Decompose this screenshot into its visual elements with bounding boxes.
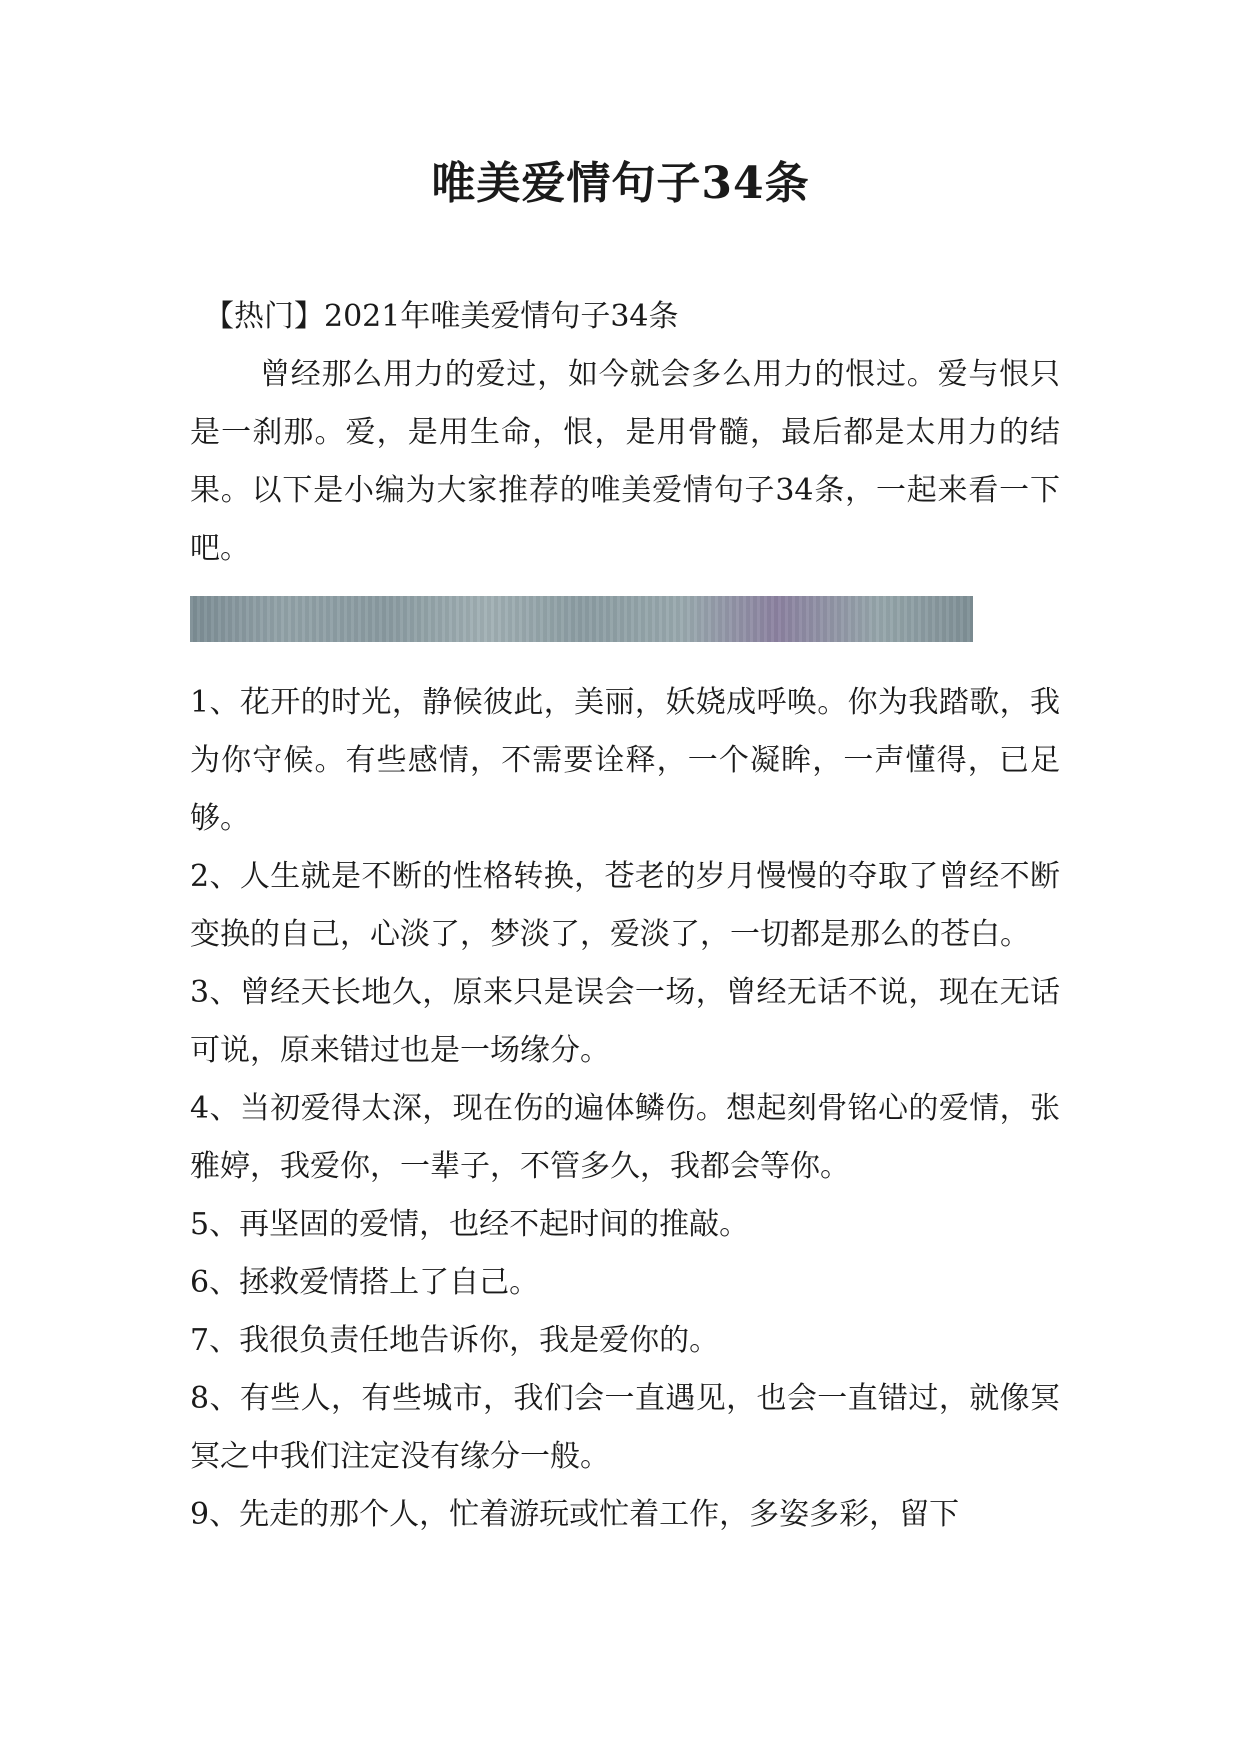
- list-item: 9、先走的那个人，忙着游玩或忙着工作，多姿多彩，留下: [190, 1497, 960, 1532]
- list-item: 2、人生就是不断的性格转换，苍老的岁月慢慢的夺取了曾经不断变换的自己，心淡了，梦淡了，爱淡了，一切都是那么的苍白。: [190, 859, 1060, 952]
- document-subtitle: 【热门】2021年唯美爱情句子34条: [204, 299, 679, 334]
- list-item: 1、花开的时光，静候彼此，美丽，妖娆成呼唤。你为我踏歌，我为你守候。有些感情，不需要诠释，一个凝眸，一声懂得，已足够。: [190, 685, 1060, 836]
- document-title: 唯美爱情句子34条: [431, 158, 810, 209]
- intro-paragraph: 曾经那么用力的爱过，如今就会多么用力的恨过。爱与恨只是一刹那。爱，是用生命，恨，是用骨髓，最后都是太用力的结果。以下是小编为大家推荐的唯美爱情句子34条，一起来看一下吧。: [190, 357, 1060, 566]
- list-item: 6、拯救爱情搭上了自己。: [190, 1265, 540, 1300]
- list-item: 5、再坚固的爱情，也经不起时间的推敲。: [190, 1207, 750, 1242]
- list-item: 4、当初爱得太深，现在伤的遍体鳞伤。想起刻骨铭心的爱情，张雅婷，我爱你，一辈子，不管多久，我都会等你。: [190, 1091, 1060, 1184]
- list-item: 8、有些人，有些城市，我们会一直遇见，也会一直错过，就像冥冥之中我们注定没有缘分一般。: [190, 1381, 1060, 1474]
- list-item: 3、曾经天长地久，原来只是误会一场，曾经无话不说，现在无话可说，原来错过也是一场缘分。: [190, 975, 1060, 1068]
- decorative-banner-image: [190, 596, 973, 642]
- list-item: 7、我很负责任地告诉你，我是爱你的。: [190, 1323, 720, 1358]
- document-body: [190, 288, 1060, 1544]
